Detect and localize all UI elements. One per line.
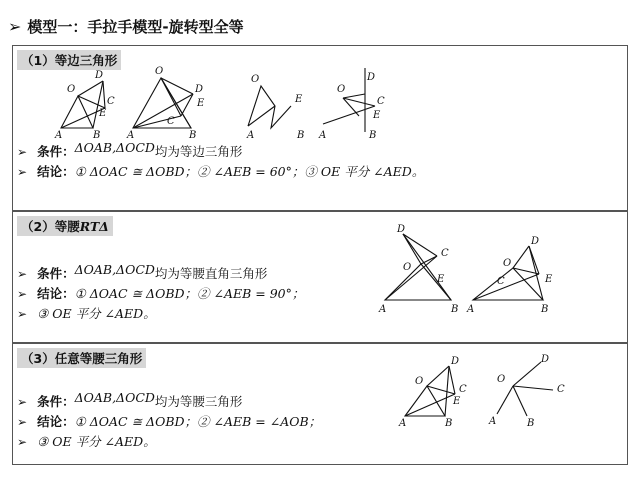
- svg-text:D: D: [451, 356, 460, 367]
- conclusion-label: 结论：: [37, 414, 75, 429]
- condition-text: 均为等边三角形: [154, 144, 243, 159]
- condition-label: 条件：: [37, 266, 75, 281]
- svg-text:B: B: [369, 130, 377, 141]
- arrow-bullet-icon: ➢: [17, 267, 28, 281]
- svg-text:B: B: [189, 130, 197, 141]
- svg-text:A: A: [489, 416, 497, 427]
- svg-text:A: A: [55, 130, 63, 141]
- svg-text:C: C: [107, 96, 115, 107]
- condition-line: [17, 142, 242, 160]
- condition-text: 均为等腰直角三角形: [154, 266, 268, 281]
- svg-text:B: B: [93, 130, 101, 141]
- conclusion-extra: ③ OE 平分 ∠AED。: [37, 434, 156, 449]
- conclusion-extra-line: [17, 304, 156, 322]
- conclusion-text: ① ΔOAC ≅ ΔOBD；② ∠AEB = ∠AOB；: [74, 414, 322, 429]
- svg-text:O: O: [415, 376, 424, 387]
- svg-text:E: E: [373, 110, 381, 121]
- section-equilateral: [12, 45, 628, 211]
- svg-text:C: C: [167, 116, 175, 127]
- conclusion-line: [17, 412, 321, 430]
- conclusion-line: [17, 162, 424, 180]
- svg-text:D: D: [541, 354, 550, 365]
- arrow-bullet-icon: ➢: [17, 145, 28, 159]
- conclusion-label: 结论：: [37, 164, 75, 179]
- svg-text:B: B: [541, 304, 549, 315]
- arrow-bullet-icon: ➢: [17, 435, 28, 449]
- section-arbitrary-isosceles: [12, 343, 628, 465]
- svg-text:O: O: [67, 84, 76, 95]
- figure-arbitrary-isosceles: [393, 354, 593, 429]
- conclusion-extra-line: [17, 432, 156, 450]
- conclusion-line: [17, 284, 304, 302]
- condition-math: ΔOAB,ΔOCD: [74, 390, 155, 405]
- svg-text:O: O: [251, 74, 260, 85]
- arrow-bullet-icon: ➢: [8, 17, 22, 36]
- svg-text:O: O: [403, 262, 412, 273]
- svg-text:D: D: [367, 72, 376, 83]
- svg-text:D: D: [195, 84, 204, 95]
- svg-text:A: A: [127, 130, 135, 141]
- condition-math: ΔOAB,ΔOCD: [74, 140, 155, 155]
- svg-text:B: B: [445, 418, 453, 429]
- section-heading-math: RTΔ: [79, 219, 109, 234]
- svg-text:O: O: [497, 374, 506, 385]
- figure-equilateral: [43, 66, 385, 141]
- condition-label: 条件：: [37, 394, 75, 409]
- condition-line: [17, 392, 242, 410]
- svg-text:E: E: [295, 94, 303, 105]
- title-text: 模型一：手拉手模型-旋转型全等: [27, 18, 244, 36]
- conclusion-text: ① ΔOAC ≅ ΔOBD；② ∠AEB = 60°；③ OE 平分 ∠AED。: [74, 164, 425, 179]
- svg-text:A: A: [247, 130, 255, 141]
- arrow-bullet-icon: ➢: [17, 307, 28, 321]
- svg-text:B: B: [451, 304, 459, 315]
- conclusion-text: ① ΔOAC ≅ ΔOBD；② ∠AEB = 90°；: [74, 286, 305, 301]
- arrow-bullet-icon: ➢: [17, 395, 28, 409]
- svg-text:A: A: [467, 304, 475, 315]
- svg-text:A: A: [379, 304, 387, 315]
- svg-text:C: C: [441, 248, 449, 259]
- svg-text:C: C: [459, 384, 467, 395]
- section-heading: （3）任意等腰三角形: [17, 348, 146, 368]
- arrow-bullet-icon: ➢: [17, 287, 28, 301]
- section-heading-text: （2）等腰: [21, 219, 80, 234]
- svg-text:E: E: [545, 274, 553, 285]
- svg-text:D: D: [95, 70, 104, 81]
- svg-text:C: C: [557, 384, 565, 395]
- condition-math: ΔOAB,ΔOCD: [74, 262, 155, 277]
- svg-text:A: A: [399, 418, 407, 429]
- conclusion-label: 结论：: [37, 286, 75, 301]
- svg-text:D: D: [531, 236, 540, 247]
- svg-text:B: B: [527, 418, 535, 429]
- figure-isosceles-right: [373, 222, 623, 314]
- svg-text:D: D: [397, 224, 406, 235]
- svg-text:E: E: [453, 396, 461, 407]
- svg-text:E: E: [99, 108, 107, 119]
- svg-text:C: C: [497, 276, 505, 287]
- svg-text:A: A: [319, 130, 327, 141]
- svg-text:O: O: [337, 84, 346, 95]
- condition-text: 均为等腰三角形: [154, 394, 243, 409]
- condition-label: 条件：: [37, 144, 75, 159]
- section-heading: （1）等边三角形: [17, 50, 121, 70]
- page-title: [8, 16, 244, 37]
- svg-text:E: E: [197, 98, 205, 109]
- section-heading: [17, 216, 113, 236]
- svg-text:C: C: [377, 96, 385, 107]
- svg-text:O: O: [503, 258, 512, 269]
- svg-text:O: O: [155, 66, 164, 77]
- arrow-bullet-icon: ➢: [17, 165, 28, 179]
- section-isosceles-right: [12, 211, 628, 343]
- svg-text:B: B: [297, 130, 305, 141]
- condition-line: [17, 264, 267, 282]
- conclusion-extra: ③ OE 平分 ∠AED。: [37, 306, 156, 321]
- arrow-bullet-icon: ➢: [17, 415, 28, 429]
- svg-text:E: E: [437, 274, 445, 285]
